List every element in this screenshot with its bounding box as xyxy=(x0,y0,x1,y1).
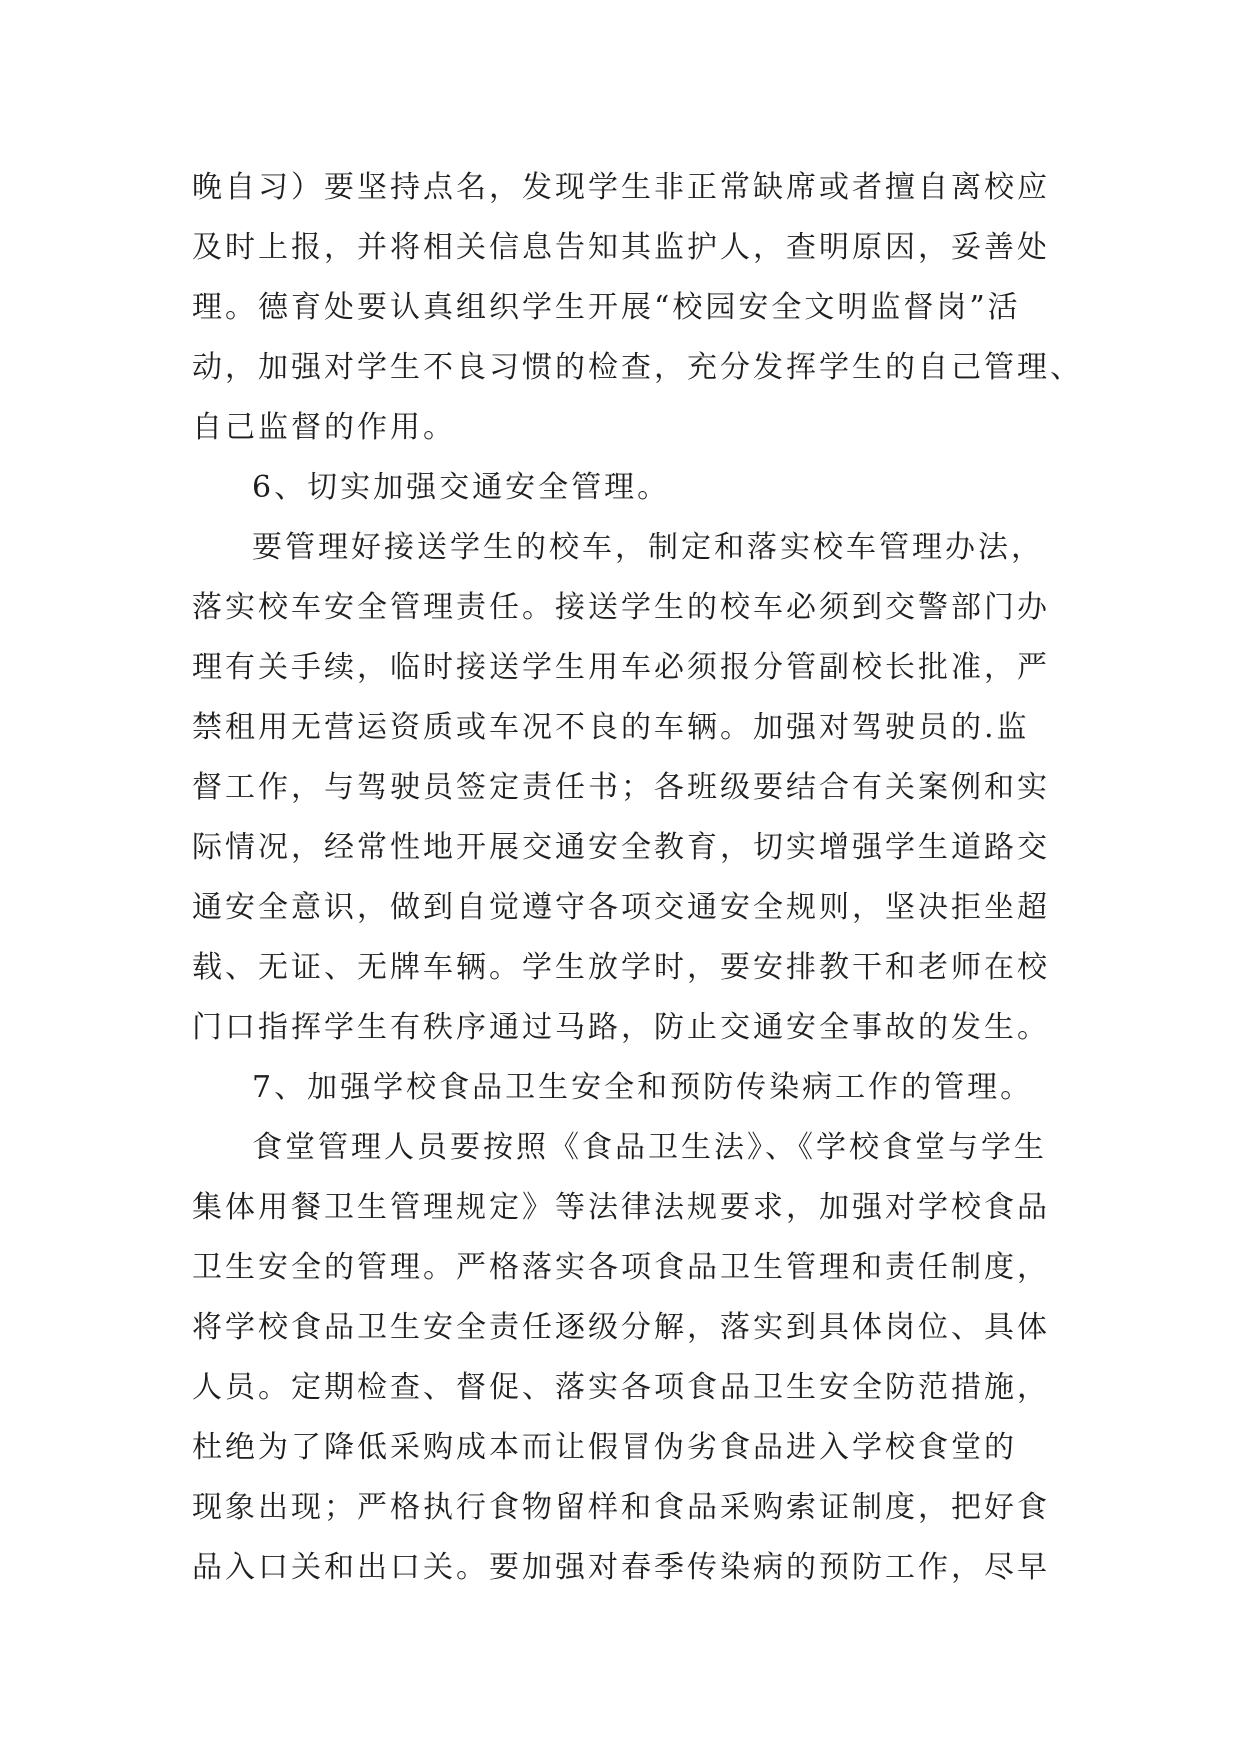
text-line: 载、无证、无牌车辆。学生放学时，要安排教干和老师在校 xyxy=(192,950,1050,985)
text-line: 7、加强学校食品卫生安全和预防传染病工作的管理。 xyxy=(252,1070,1034,1105)
text-line: 人员。定期检查、督促、落实各项食品卫生安全防范措施， xyxy=(192,1370,1050,1405)
text-line: 将学校食品卫生安全责任逐级分解，落实到具体岗位、具体 xyxy=(192,1310,1050,1345)
text-line: 集体用餐卫生管理规定》等法律法规要求，加强对学校食品 xyxy=(192,1190,1050,1225)
text-line: 食堂管理人员要按照《食品卫生法》、《学校食堂与学生 xyxy=(252,1130,1047,1165)
text-line: 通安全意识，做到自觉遵守各项交通安全规则，坚决拒坐超 xyxy=(192,890,1050,925)
text-line: 及时上报，并将相关信息告知其监护人，查明原因，妥善处 xyxy=(192,230,1050,265)
text-line: 杜绝为了降低采购成本而让假冒伪劣食品进入学校食堂的 xyxy=(192,1430,1017,1465)
text-line: 自己监督的作用。 xyxy=(192,410,456,445)
text-line: 动，加强对学生不良习惯的检查，充分发挥学生的自己管理、 xyxy=(192,350,1083,385)
text-line: 门口指挥学生有秩序通过马路，防止交通安全事故的发生。 xyxy=(192,1010,1050,1045)
text-line: 6、切实加强交通安全管理。 xyxy=(252,470,671,505)
text-line: 要管理好接送学生的校车，制定和落实校车管理办法， xyxy=(252,530,1044,565)
text-line: 理。德育处要认真组织学生开展“校园安全文明监督岗”活 xyxy=(192,290,1021,325)
text-line: 品入口关和出口关。要加强对春季传染病的预防工作，尽早 xyxy=(192,1550,1050,1585)
document-body xyxy=(192,158,1083,1598)
text-line: 卫生安全的管理。严格落实各项食品卫生管理和责任制度， xyxy=(192,1250,1050,1285)
text-line: 晚自习）要坚持点名，发现学生非正常缺席或者擅自离校应 xyxy=(192,170,1050,205)
text-line: 禁租用无营运资质或车况不良的车辆。加强对驾驶员的.监 xyxy=(192,710,1030,745)
text-line: 理有关手续，临时接送学生用车必须报分管副校长批准，严 xyxy=(192,650,1050,685)
text-line: 落实校车安全管理责任。接送学生的校车必须到交警部门办 xyxy=(192,590,1050,625)
text-line: 现象出现；严格执行食物留样和食品采购索证制度，把好食 xyxy=(192,1490,1050,1525)
text-line: 督工作，与驾驶员签定责任书；各班级要结合有关案例和实 xyxy=(192,770,1050,805)
text-line: 际情况，经常性地开展交通安全教育，切实增强学生道路交 xyxy=(192,830,1050,865)
